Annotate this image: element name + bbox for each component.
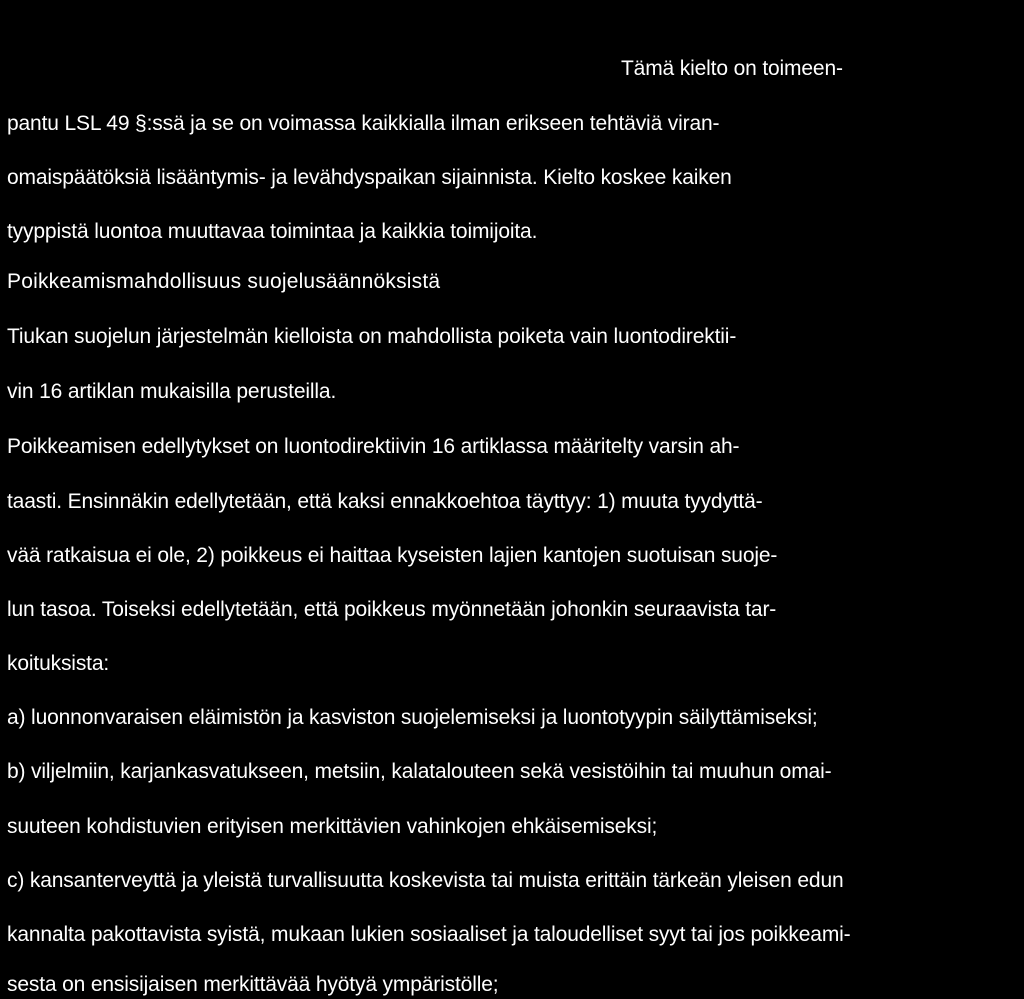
paragraph-2-line: lun tasoa. Toiseksi edellytetään, että poikkeus myönnetään johonkin seuraavista tar- (7, 598, 777, 621)
paragraph-2-line: vää ratkaisua ei ole, 2) poikkeus ei haittaa kyseisten lajien kantojen suotuisan suoje- (7, 544, 778, 567)
list-item-a: a) luonnonvaraisen eläimistön ja kasviston suojelemiseksi ja luontotyypin säilyttämiseksi; (7, 706, 818, 729)
paragraph-intro-line: omaispäätöksiä lisääntymis- ja levähdyspaikan sijainnista. Kielto koskee kaiken (7, 166, 732, 189)
list-item-c-continued: sesta on ensisijaisen merkittävää hyötyä ympäristölle; (7, 973, 499, 996)
section-heading: Poikkeamismahdollisuus suojelusäännöksistä (7, 270, 441, 293)
paragraph-1-line: vin 16 artiklan mukaisilla perusteilla. (7, 380, 337, 403)
intro-fragment: Tämä kielto on toimeen- (621, 57, 843, 80)
paragraph-1-line: Tiukan suojelun järjestelmän kielloista on mahdollista poiketa vain luontodirektii- (7, 325, 737, 348)
list-item-c-continued: kannalta pakottavista syistä, mukaan lukien sosiaaliset ja taloudelliset syyt tai jos poikkeami- (7, 923, 851, 946)
paragraph-2-line: koituksista: (7, 652, 110, 675)
paragraph-intro-line: pantu LSL 49 §:ssä ja se on voimassa kaikkialla ilman erikseen tehtäviä viran- (7, 112, 720, 135)
paragraph-2-line: taasti. Ensinnäkin edellytetään, että kaksi ennakkoehtoa täyttyy: 1) muuta tyydyttä- (7, 490, 763, 513)
paragraph-2-line: Poikkeamisen edellytykset on luontodirektiivin 16 artiklassa määritelty varsin ah- (7, 435, 740, 458)
list-item-c: c) kansanterveyttä ja yleistä turvallisuutta koskevista tai muista erittäin tärkeän yleisen edun (7, 869, 844, 892)
paragraph-intro-line: tyyppistä luontoa muuttavaa toimintaa ja kaikkia toimijoita. (7, 220, 538, 243)
list-item-b: b) viljelmiin, karjankasvatukseen, metsiin, kalatalouteen sekä vesistöihin tai muuhun omai- (7, 760, 832, 783)
list-item-b-continued: suuteen kohdistuvien erityisen merkittävien vahinkojen ehkäisemiseksi; (7, 815, 658, 838)
